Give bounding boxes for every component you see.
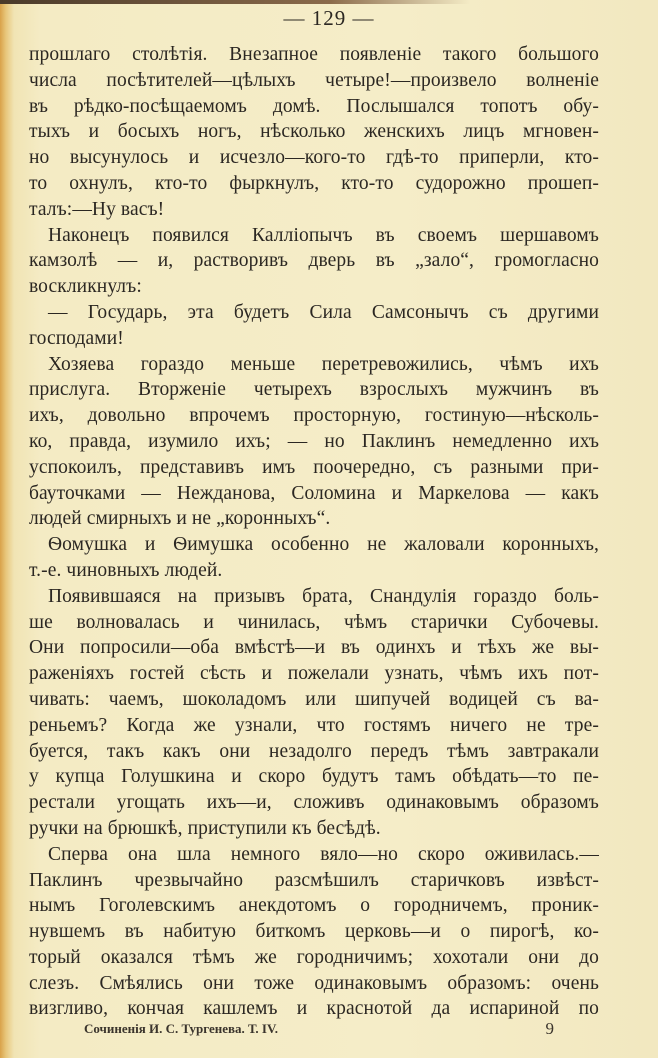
text-line: въ рѣдко-посѣщаемомъ домѣ. Послышался топотъ обу- bbox=[29, 95, 599, 117]
text-line: тыхъ и босыхъ ногъ, нѣсколько женскихъ лицъ мгновен- bbox=[29, 121, 599, 143]
text-line: Они попросили—оба вмѣстѣ—и въ одинхъ и тѣхъ же вы- bbox=[29, 637, 599, 659]
text-line: ихъ, довольно впрочемъ просторную, гостиную—нѣсколь- bbox=[29, 405, 599, 427]
text-line: Сперва она шла немного вяло—но скоро оживилась.— bbox=[48, 843, 599, 865]
text-line: числа посѣтителей—цѣлыхъ четыре!—произвело волненіе bbox=[29, 69, 599, 91]
text-line: то охнулъ, кто-то фыркнулъ, кто-то судорожно прошеп- bbox=[29, 172, 599, 194]
text-line: — Государь, эта будетъ Сила Самсонычъ съ другими bbox=[48, 301, 599, 323]
text-line: буется, такъ какъ они незадолго передъ тѣмъ завтракали bbox=[29, 740, 599, 762]
text-line: Наконецъ появился Калліопычъ въ своемъ шершавомъ bbox=[48, 224, 599, 246]
text-line: камзолѣ — и, растворивъ дверь въ „зало“, громогласно bbox=[29, 250, 599, 272]
text-line: воскликнулъ: bbox=[29, 276, 142, 298]
text-line: реньемъ? Когда же узнали, что гостямъ ничего не тре- bbox=[29, 714, 599, 736]
text-line: нувшемъ въ набитую биткомъ церковь—и о пирогѣ, ко- bbox=[29, 921, 599, 943]
text-line: успокоилъ, представивъ имъ поочередно, съ разными при- bbox=[29, 456, 599, 478]
text-line: людей смирныхъ и не „коронныхъ“. bbox=[29, 508, 331, 530]
text-line: визгливо, кончая кашлемъ и краснотой да испариной по bbox=[29, 998, 599, 1020]
text-line: талъ:—Ну васъ! bbox=[29, 198, 165, 220]
text-line: раженіяхъ гостей сѣсть и пожелали узнать, чѣмъ ихъ пот- bbox=[29, 663, 599, 685]
text-line: бауточками — Нежданова, Соломина и Маркелова — какъ bbox=[29, 482, 599, 504]
text-line: т.-е. чиновныхъ людей. bbox=[29, 559, 223, 581]
text-line: Хозяева гораздо меньше перетревожились, чѣмъ ихъ bbox=[48, 353, 599, 375]
text-line: Паклинъ чрезвычайно разсмѣшилъ старичковъ извѣст- bbox=[29, 869, 599, 891]
body-text bbox=[29, 42, 599, 1022]
page-number: — 129 — bbox=[283, 6, 375, 30]
text-line: у купца Голушкина и скоро будутъ тамъ обѣдать—то пе- bbox=[29, 766, 599, 788]
text-line: ко, правда, изумило ихъ; — но Паклинъ немедленно ихъ bbox=[29, 430, 599, 452]
text-line: Появившаяся на призывъ брата, Снандулія гораздо боль- bbox=[48, 585, 599, 607]
text-line: слезъ. Смѣялись они тоже одинаковымъ образомъ: очень bbox=[29, 972, 599, 994]
text-line: но высунулось и исчезло—кого-то гдѣ-то приперли, кто- bbox=[29, 147, 599, 169]
text-line: нымъ Гоголевскимъ анекдотомъ о городничемъ, проник- bbox=[29, 895, 599, 917]
text-line: господами! bbox=[29, 327, 124, 349]
text-line: чивать: чаемъ, шоколадомъ или шипучей водицей съ ва- bbox=[29, 688, 599, 710]
text-line: торый оказался тѣмъ же городничимъ; хохотали они до bbox=[29, 946, 599, 968]
text-line: прислуга. Вторженіе четырехъ взрослыхъ мужчинъ въ bbox=[29, 379, 599, 401]
text-line: ручки на брюшкѣ, приступили къ бесѣдѣ. bbox=[29, 817, 381, 839]
page-top-edge bbox=[0, 0, 470, 4]
footer-signature: Сочиненія И. С. Тургенева. Т. IV. bbox=[84, 1021, 278, 1036]
sheet-number: 9 bbox=[545, 1019, 554, 1038]
text-line: прошлаго столѣтія. Внезапное появленіе такого большого bbox=[29, 44, 599, 65]
page-footer bbox=[84, 1021, 554, 1037]
text-line: рестали угощать ихъ—и, сложивъ одинаковымъ образомъ bbox=[29, 792, 599, 814]
text-line: Ѳомушка и Ѳимушка особенно не жаловали коронныхъ, bbox=[48, 534, 599, 556]
text-line: ше волновалась и чинилась, чѣмъ старички Субочевы. bbox=[29, 611, 599, 633]
